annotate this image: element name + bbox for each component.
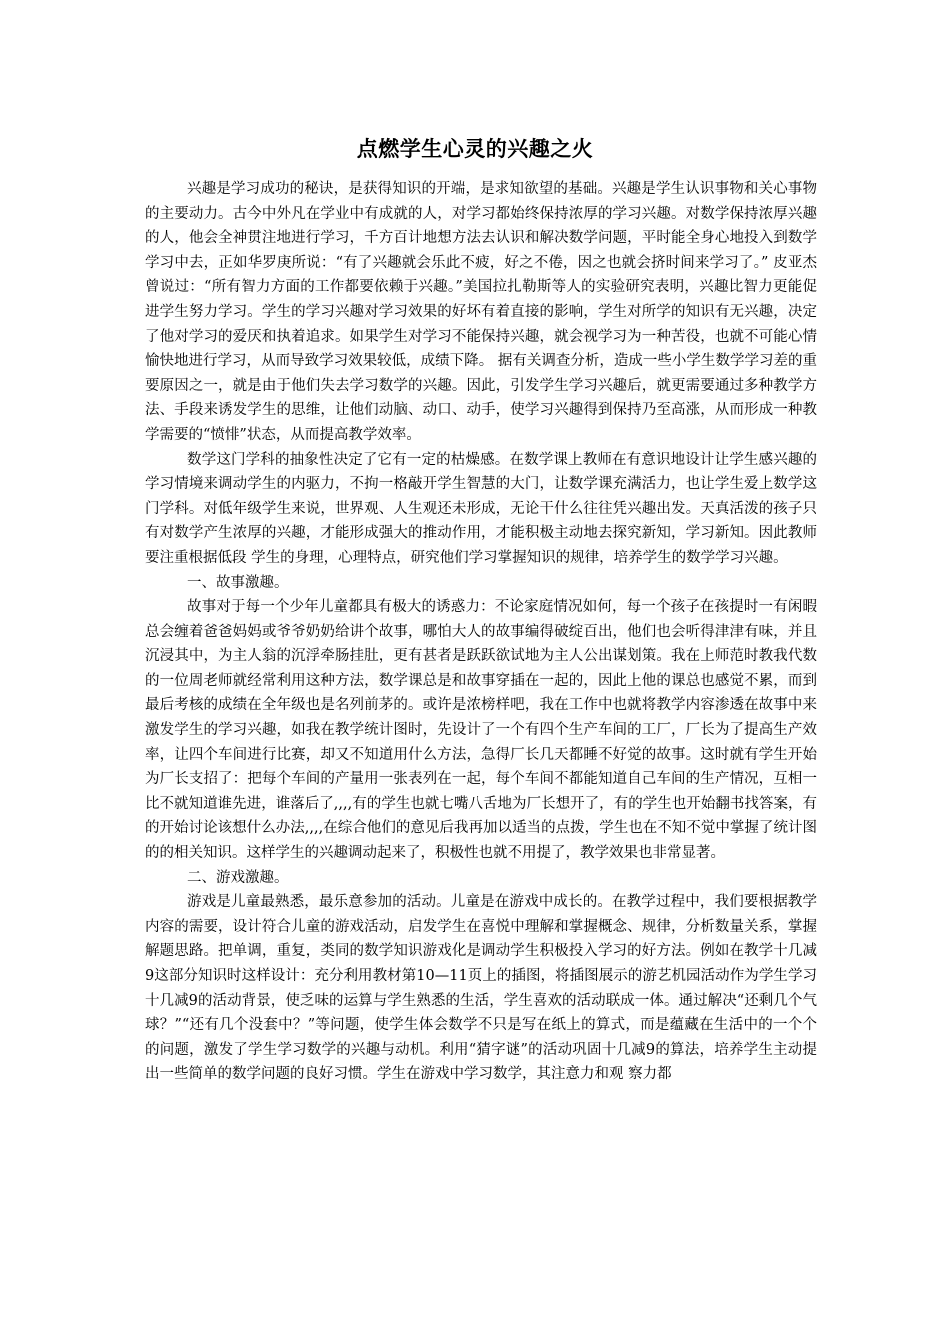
game-paragraph: 游戏是儿童最熟悉，最乐意参加的活动。儿童是在游戏中成长的。在教学过程中，我们要根据教学内容的需要，设计符合儿童的游戏活动，启发学生在喜悦中理解和掌握概念、规律，分析数量关系，掌握解题思路。把单调，重复，类同的数学知识游戏化是调动学生积极投入学习的好方法。例如在教学十几减9这部分知识时这样设计：充分利用教材第10—11页上的插图，将插图展示的游艺机园活动作为学生学习十几减9的活动背景，使乏味的运算与学生熟悉的生活，学生喜欢的活动联成一体。通过解决“还剩几个气球？”“还有几个没套中？”等问题，使学生体会数学不只是写在纸上的算式，而是蕴藏在生活中的一个个的问题，激发了学生学习数学的兴趣与动机。利用“猜字谜”的活动巩固十几减9的算法，培养学生主动提出一些简单的数学问题的良好习惯。学生在游戏中学习数学，其注意力和观 察力都 bbox=[145, 894, 817, 1083]
abstract-nature-paragraph: 数学这门学科的抽象性决定了它有一定的枯燥感。在数学课上教师在有意识地设计让学生感兴趣的学习情境来调动学生的内驱力，不拘一格敲开学生智慧的大门，让数学课充满活力，也让学生爱上数学这门学科。对低年级学生来说，世界观、人生观还未形成，无论干什么往往凭兴趣出发。天真活泼的孩子只有对数学产生浓厚的兴趣，才能形成强大的推动作用，才能积极主动地去探究新知，学习新知。因此教师要注重根据低段 学生的身理，心理特点，研究他们学习掌握知识的规律，培养学生的数学学习兴趣。 bbox=[145, 451, 817, 566]
section-heading-story: 一、故事激趣。 bbox=[187, 574, 289, 591]
document-title: 点燃学生心灵的兴趣之火 bbox=[356, 136, 594, 161]
intro-paragraph: 兴趣是学习成功的秘诀，是获得知识的开端，是求知欲望的基础。兴趣是学生认识事物和关心事物的主要动力。古今中外凡在学业中有成就的人，对学习都始终保持浓厚的学习兴趣。对数学保持浓厚兴趣的人，他会全神贯注地进行学习，千方百计地想方法去认识和解决数学问题，平时能全身心地投入到数学学习中去，正如华罗庚所说：“有了兴趣就会乐此不疲，好之不倦，因之也就会挤时间来学习了。” 皮亚杰曾说过：“所有智力方面的工作都要依赖于兴趣。”美国拉扎勒斯等人的实验研究表明，兴趣比智力更能促进学生努力学习。学生的学习兴趣对学习效果的好坏有着直接的影响，学生对所学的知识有无兴趣，决定了他对学习的爱厌和执着追求。如果学生对学习不能保持兴趣，就会视学习为一种苦役，也就不可能心情愉快地进行学习，从而导致学习效果较低，成绩下降。 据有关调查分析，造成一些小学生数学学习差的重要原因之一，就是由于他们失去学习数学的兴趣。因此，引发学生学习兴趣后，就更需要通过多种教学方法、手段来诱发学生的思维，让他们动脑、动口、动手，使学习兴趣得到保持乃至高涨，从而形成一种教学需要的“愤悱”状态，从而提高教学效率。 bbox=[145, 181, 817, 443]
story-paragraph: 故事对于每一个少年儿童都具有极大的诱惑力：不论家庭情况如何，每一个孩子在孩提时一有闲暇总会缠着爸爸妈妈或爷爷奶奶给讲个故事，哪怕大人的故事编得破绽百出，他们也会听得津津有味，并且沉浸其中，为主人翁的沉浮牵肠挂肚，更有甚者是跃跃欲试地为主人公出谋划策。我在上师范时教我代数的一位周老师就经常利用这种方法，数学课总是和故事穿插在一起的，因此上他的课总也感觉不累，而到最后考核的成绩在全年级也是名列前茅的。或许是浓榜样吧，我在工作中也就将教学内容渗透在故事中来激发学生的学习兴趣，如我在教学统计图时，先设计了一个有四个生产车间的工厂，厂长为了提高生产效率，让四个车间进行比赛，却又不知道用什么方法，急得厂长几天都睡不好觉的故事。这时就有学生开始为厂长支招了：把每个车间的产量用一张表列在一起，每个车间不都能知道自己车间的生产情况，互相一比不就知道谁先进，谁落后了,,,,有的学生也就七嘴八舌地为厂长想开了，有的学生也开始翻书找答案，有的开始讨论该想什么办法,,,,在综合他们的意见后我再加以适当的点拨，学生也在不知不觉中掌握了统计图的的相关知识。这样学生的兴趣调动起来了，积极性也就不用提了，教学效果也非常显著。 bbox=[145, 599, 817, 862]
document-body bbox=[145, 177, 817, 1087]
section-heading-game: 二、游戏激趣。 bbox=[187, 869, 289, 886]
